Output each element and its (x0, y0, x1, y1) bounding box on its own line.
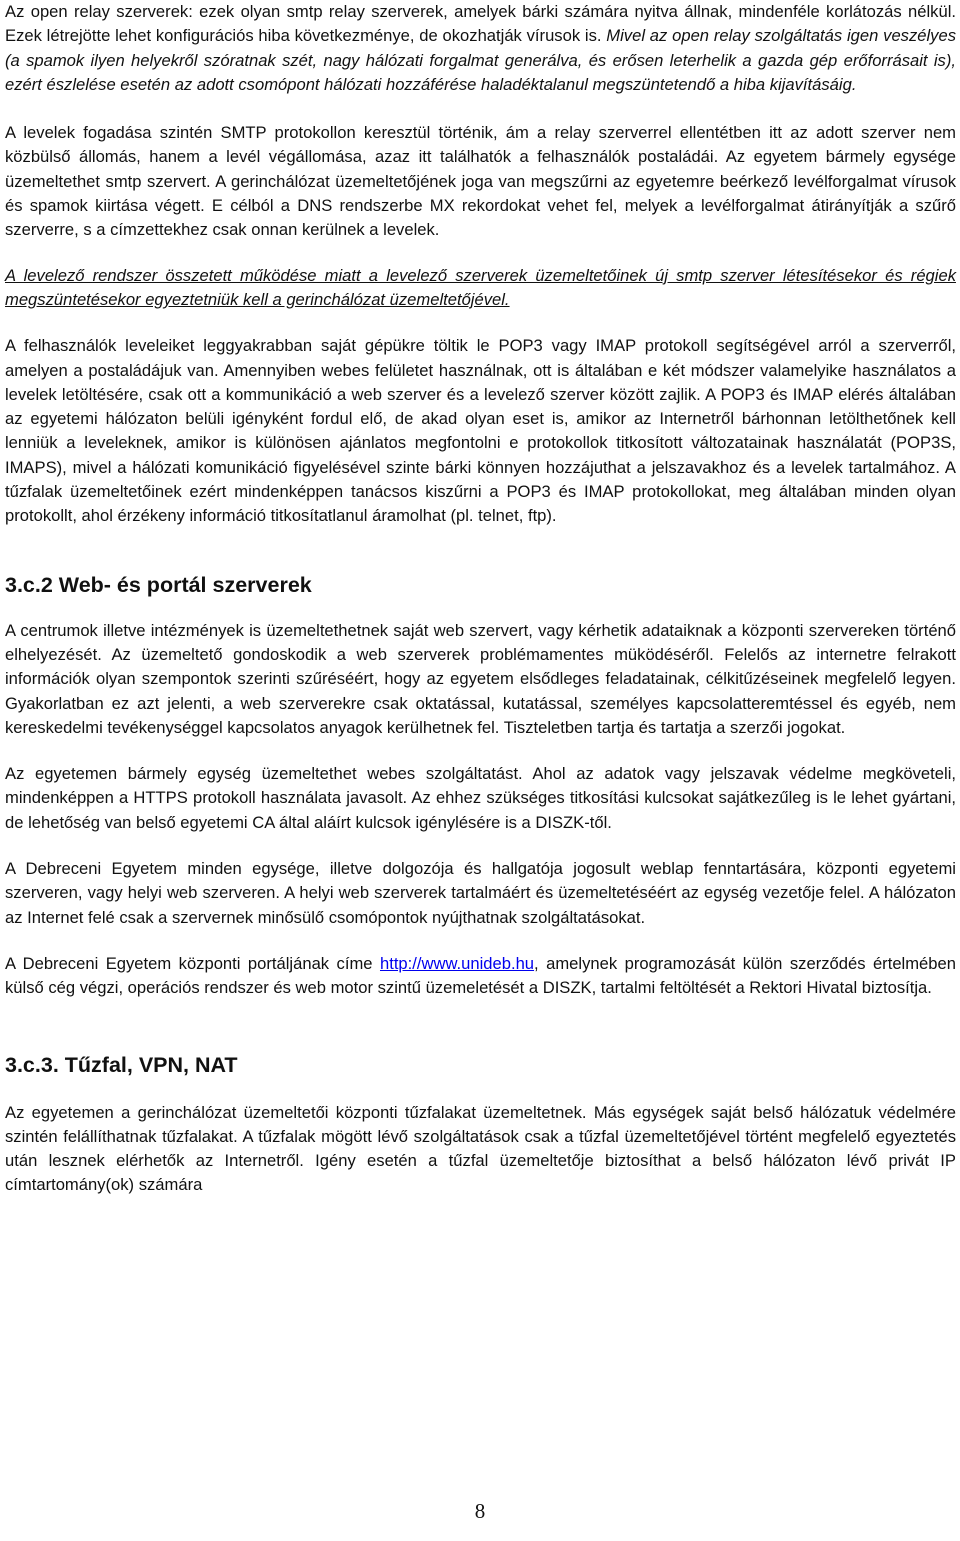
unideb-link[interactable]: http://www.unideb.hu (379, 953, 535, 973)
section-heading-firewall: 3.c.3. Tűzfal, VPN, NAT (5, 1052, 238, 1077)
paragraph-firewall: Az egyetemen a gerinchálózat üzemeltetői központi tűzfalakat üzemeltetnek. Más egységek saját belső hálózatuk védelmére szintén felállíthatnak tűzfalakat. A tűzfalak mögött lévő szolgáltatások csak a tűzfal üzemeltetőjével történt megfelelő egyeztetés után lesznek elérhetők az Internetről. Igény esetén a tűzfal üzemeltetője biztosíthat a belső hálózaton lévő privát IP címtartomány(ok) számára (5, 1102, 956, 1195)
section-heading-web: 3.c.2 Web- és portál szerverek (5, 572, 312, 597)
page-number: 8 (474, 1499, 486, 1523)
paragraph-weblap: A Debreceni Egyetem minden egysége, illetve dolgozója és hallgatója jogosult weblap fenntartására, központi egyetemi szerveren, vagy helyi web szerveren. A helyi web szerverek tartalmáért és üzemeltetéséért az egység vezetője felel. A hálózaton az Internet felé csak a szervernek minősülő csomópontok nyújthatnak szolgáltatásokat. (5, 859, 956, 927)
paragraph-web-servers: A centrumok illetve intézmények is üzemeltethetnek saját web szervert, vagy kérhetik adataiknak a központi szervereken történő elhelyezését. Az üzemeltető gondoskodik a web szerverek problémamentes müködéséről. Felelős az internetre felrakott információk olyan szempontok szerinti szűréséért, hogy az egyetem elsődleges feladatainak, célkitűzéseinek megfelelő legyen. Gyakorlatban ez azt jelenti, a web szerverekre csak oktatással, kutatással, személyes kapcsolatteremtéssel és egyéb, nem kereskedelmi tevékenységgel kapcsolatos anyagok kerülhetnek fel. Tiszteletben tartja és tartatja a szerzői jogokat. (5, 620, 956, 737)
portal-text-after: , amelynek programozását külön szerződés értelmében külső cég végzi, operációs rendszer és web motor szintű üzemeletését a DISZK, tartalmi feltöltését a Rektori Hivatal biztosítja. (5, 953, 956, 998)
open-relay-warning: Mivel az open relay szolgáltatás igen veszélyes (a spamok ilyen helyekről szóratnak szét, nagy hálózati forgalmat generálva, és erősen leterhelik a gazda gép erőforrásait is), ezért észlelése esetén az adott csomópont hálózati hozzáférése haladéktalanul megszüntetendő a hiba kijavításáig. (5, 26, 956, 94)
paragraph-https: Az egyetemen bármely egység üzemeltethet webes szolgáltatást. Ahol az adatok vagy jelszavak védelme megköveteli, mindenképpen a HTTPS protokoll használata javasolt. Az ehhez szükséges titkosítási kulcsokat sajátkezűleg is le lehet gyártani, de lehetőség van belső egyetemi CA által aláírt kulcsok igénylésére is a DISZK-től. (5, 764, 956, 832)
paragraph-pop3-imap: A felhasználók leveleiket leggyakrabban saját gépükre töltik le POP3 vagy IMAP protokoll segítségével arról a szerverről, amelyen a postaládájuk van. Amennyiben webes felületet használnak, ott is általában e két módszer valamelyike használatos a levelek letöltésére, csak ott a kommunikáció a web szerver és a levelező szerver között zajlik. A POP3 és IMAP elérés általában az egyetemi hálózaton belüli igényként fordul elő, de akad olyan eset is, amikor az Internetről bárhonnan letölthetőnek kell lenniük a leveleknek, amikor is különösen ajánlatos megfontolni e protokollok titkosított változatainak használatát (POP3S, IMAPS), mivel a hálózati komunikáció figyelésével szinte bárki könnyen hozzájuthat a jelszavakhoz és a levelek tartalmához. A tűzfalak üzemeltetőinek ezért mindenképpen tanácsos kiszűrni a POP3 és IMAP protokollokat, meg általában minden olyan protokollt, ahol érzékeny információ titkosítatlanul áramolhat (pl. telnet, ftp). (5, 336, 956, 526)
portal-text-before: A Debreceni Egyetem központi portáljának címe (5, 953, 380, 973)
paragraph-mail-receiving: A levelek fogadása szintén SMTP protokollon keresztül történik, ám a relay szerverrel ellentétben itt az adott szerver nem közbülső állomás, hanem a levél végállomása, azaz itt találhatók a felhasználók postaládái. Az egyetem bármely egysége üzemeltethet smtp szervert. A gerinchálózat üzemeltetőjének joga van megszűrni az egyetemre beérkező levélforgalmat vírusok és spamok kiirtása végett. E célból a DNS rendszerbe MX rekordokat vehet fel, melyek a levélforgalmat átirányítják a szűrő szerverre, s a címzettekhez csak onnan kerülnek a levelek. (5, 123, 956, 240)
paragraph-coordination-note: A levelező rendszer összetett működése miatt a levelező szerverek üzemeltetőinek új smtp szerver létesítésekor és régiek megszüntetésekor egyeztetniük kell a gerinchálózat üzemeltetőjével. (5, 265, 956, 309)
open-relay-text: Az open relay szerverek: ezek olyan smtp relay szerverek, amelyek bárki számára nyitva állnak, mindenféle korlátozás nélkül. Ezek létrejötte lehet konfigurációs hiba következménye, de okozhatják vírusok is. (5, 2, 956, 46)
document-page (5, 0, 956, 1198)
paragraph-portal (5, 952, 956, 1001)
paragraph-open-relay (5, 0, 956, 97)
